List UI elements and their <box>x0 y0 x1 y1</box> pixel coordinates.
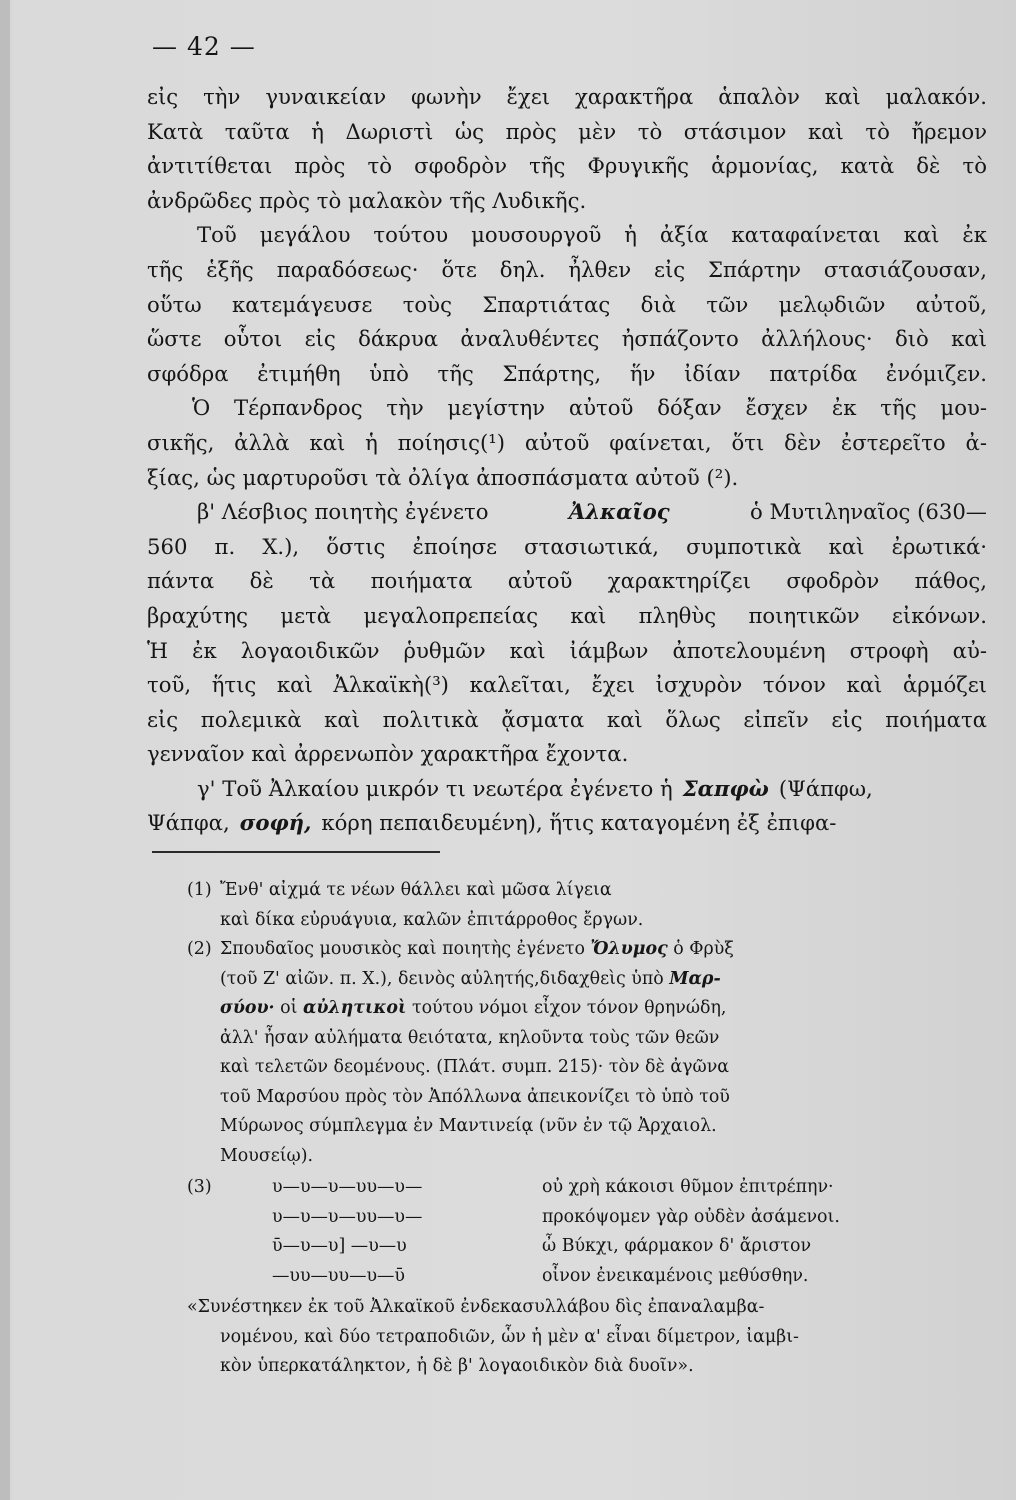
text-line: πάντα δὲ τὰ ποιήματα αὐτοῦ χαρακτηρίζει σφοδρὸν πάθος, <box>147 568 987 594</box>
quote-line: νομένου, καὶ δύο τετραποδιῶν, ὧν ἡ μὲν α' εἶναι δίμετρον, ἰαμβι- <box>220 1326 799 1347</box>
emphasized-word: σοφή, <box>239 810 312 836</box>
poet-name-sappho: Σαπφὼ <box>682 775 769 801</box>
text-line: 560 π. Χ.), ὅστις ἐποίησε στασιωτικά, συμποτικὰ καὶ ἐρωτικά· <box>147 533 987 559</box>
footnote-number: (3) <box>187 1177 212 1197</box>
text-line: ὥστε οὗτοι εἰς δάκρυα ἀναλυθέντες ἠσπάζοντο ἀλλήλους· διὸ καὶ <box>147 326 987 352</box>
text-line: Κατὰ ταῦτα ἡ Δωριστὶ ὡς πρὸς μὲν τὸ στάσιμον καὶ τὸ ἤρεμον <box>147 118 987 144</box>
text-line <box>147 772 987 807</box>
name-marsyas: Μαρ- <box>669 968 721 989</box>
main-text <box>147 80 1016 841</box>
quote-line: «Συνέστηκεν ἐκ τοῦ Ἀλκαϊκοῦ ἐνδεκασυλλάβου δὶς ἐπαναλαμβα- <box>187 1297 765 1317</box>
footnote-divider <box>152 851 440 853</box>
text-line: εἰς τὴν γυναικείαν φωνὴν ἔχει χαρακτῆρα ἁπαλὸν καὶ μαλακόν. <box>147 84 987 109</box>
footnote-text: ἀλλ' ἦσαν αὐλήματα θειότατα, κηλοῦντα τοὺς τῶν θεῶν <box>220 1027 720 1048</box>
metrical-scheme <box>272 1173 502 1291</box>
text-segment: β' Λέσβιος ποιητὴς ἐγένετο <box>197 499 489 525</box>
text-line: σικῆς, ἀλλὰ καὶ ἡ ποίησις(¹) αὐτοῦ φαίνεται, ὅτι δὲν ἐστερεῖτο ἀ- <box>147 429 987 455</box>
footnote-text: Μύρωνος σύμπλεγμα ἐν Μαντινείᾳ (νῦν ἐν τῷ Ἀρχαιολ. <box>220 1116 717 1136</box>
verse-line: οἶνον ἐνεικαμένοις μεθύσθην. <box>542 1265 809 1286</box>
text-segment: ὁ Μυτιληναῖος (630— <box>750 499 987 525</box>
footnote-line <box>187 965 957 995</box>
text-line <box>147 495 987 530</box>
verse-line: προκόψομεν γὰρ οὐδὲν ἀσάμενοι. <box>542 1206 840 1227</box>
text-line: βραχύτης μετὰ μεγαλοπρεπείας καὶ πληθὺς ποιητικῶν εἰκόνων. <box>147 602 987 628</box>
meter-line: υ—υ—υ—υυ—υ— <box>272 1177 423 1197</box>
footnote-text: Μουσείῳ). <box>220 1145 314 1166</box>
text-line: τῆς ἑξῆς παραδόσεως· ὅτε δηλ. ἦλθεν εἰς Σπάρτην στασιάζουσαν, <box>147 256 987 282</box>
text-line: Τοῦ μεγάλου τούτου μουσουργοῦ ἡ ἀξία καταφαίνεται καὶ ἐκ <box>197 222 987 248</box>
page-binding-edge <box>0 0 10 1500</box>
text-line: τοῦ, ἥτις καὶ Ἀλκαϊκὴ(³) καλεῖται, ἔχει ἰσχυρὸν τόνον καὶ ἁρμόζει <box>147 672 987 698</box>
meter-line: —υυ—υυ—υ—ῡ <box>272 1265 405 1286</box>
text-line: γενναῖον καὶ ἀρρενωπὸν χαρακτῆρα ἔχοντα. <box>147 741 629 767</box>
footnote-text: τούτου νόμοι εἶχον τόνον θρηνώδη, <box>411 998 727 1018</box>
footnote-text: καὶ τελετῶν δεομένους. (Πλάτ. συμπ. 215)· τὸν δὲ ἀγῶνα <box>220 1057 730 1077</box>
footnote-text: τοῦ Μαρσύου πρὸς τὸν Ἀπόλλωνα ἀπεικονίζει τὸ ὑπὸ τοῦ <box>220 1086 730 1107</box>
name-olympus: Ὄλυμος <box>590 939 668 959</box>
text-segment: (Ψάπφω, <box>778 775 873 801</box>
text-line: σφόδρα ἐτιμήθη ὑπὸ τῆς Σπάρτης, ἥν ἰδίαν πατρίδα ἐνόμιζεν. <box>147 360 987 386</box>
text-segment: Ψάπφα, <box>147 810 230 836</box>
text-line: ἀνδρῶδες πρὸς τὸ μαλακὸν τῆς Λυδικῆς. <box>147 187 587 213</box>
poet-name-alcaeus: Ἀλκαῖος <box>568 499 670 525</box>
footnote-number: (1) <box>187 880 212 900</box>
text-segment: κόρη πεπαιδευμένη), ἥτις καταγομένη ἐξ ἐπιφα- <box>321 810 837 836</box>
text-line: οὕτω κατεμάγευσε τοὺς Σπαρτιάτας διὰ τῶν μελῳδιῶν αὐτοῦ, <box>147 291 987 317</box>
footnote-line <box>187 994 957 1024</box>
text-line: εἰς πολεμικὰ καὶ πολιτικὰ ᾄσματα καὶ ὅλως εἰπεῖν εἰς ποιήματα <box>147 706 987 732</box>
footnote-2 <box>187 935 957 965</box>
meter-line: υ—υ—υ—υυ—υ— <box>272 1206 423 1227</box>
footnote-text: καὶ δίκα εὐρυάγυια, καλῶν ἐπιτάρροθος ἔργων. <box>220 909 644 930</box>
footnote-3 <box>187 1173 957 1293</box>
text-line: ξίας, ὡς μαρτυροῦσι τὰ ὀλίγα ἀποσπάσματα αὐτοῦ (²). <box>147 464 739 490</box>
page-number: — 42 — <box>152 32 256 61</box>
footnote-text: ὁ Φρὺξ <box>673 939 734 959</box>
meter-line: ῡ—υ—υ] —υ—υ <box>272 1236 407 1256</box>
verse-line: οὐ χρὴ κάκοισι θῦμον ἐπιτρέπην· <box>542 1177 834 1197</box>
name-marsyas-cont: σύου· <box>220 998 275 1018</box>
footnote-text: (τοῦ Ζ' αἰῶν. π. Χ.), δεινὸς αὐλητής,διδαχθεὶς ὑπὸ <box>220 968 664 989</box>
footnote-text: Σπουδαῖος μουσικὸς καὶ ποιητὴς ἐγένετο <box>220 939 585 959</box>
text-line: Ὁ Τέρπανδρος τὴν μεγίστην αὐτοῦ δόξαν ἔσχεν ἐκ τῆς μου- <box>192 395 987 421</box>
quote-line: κὸν ὑπερκατάληκτον, ἡ δὲ β' λογαοιδικὸν διὰ δυοῖν». <box>220 1356 694 1376</box>
footnote-number: (2) <box>187 939 212 959</box>
verse-lines <box>542 1173 962 1291</box>
metrical-description <box>187 1293 957 1382</box>
footnote-1 <box>187 876 957 906</box>
footnotes <box>187 876 957 1382</box>
footnote-text: Ἔνθ' αἰχμά τε νέων θάλλει καὶ μῶσα λίγεια <box>220 880 612 900</box>
emphasized-word: αὐλητικοὶ <box>302 998 407 1018</box>
text-line <box>147 806 987 841</box>
footnote-text: οἱ <box>280 998 298 1018</box>
text-line: ἀντιτίθεται πρὸς τὸ σφοδρὸν τῆς Φρυγικῆς ἁρμονίας, κατὰ δὲ τὸ <box>147 153 987 179</box>
verse-line: ὦ Βύκχι, φάρμακον δ' ἄριστον <box>542 1236 812 1256</box>
text-segment: γ' Τοῦ Ἀλκαίου μικρόν τι νεωτέρα ἐγένετο ἡ <box>197 775 673 801</box>
text-line: Ἡ ἐκ λογαοιδικῶν ῥυθμῶν καὶ ἰάμβων ἀποτελουμένη στροφὴ αὐ- <box>147 637 987 663</box>
